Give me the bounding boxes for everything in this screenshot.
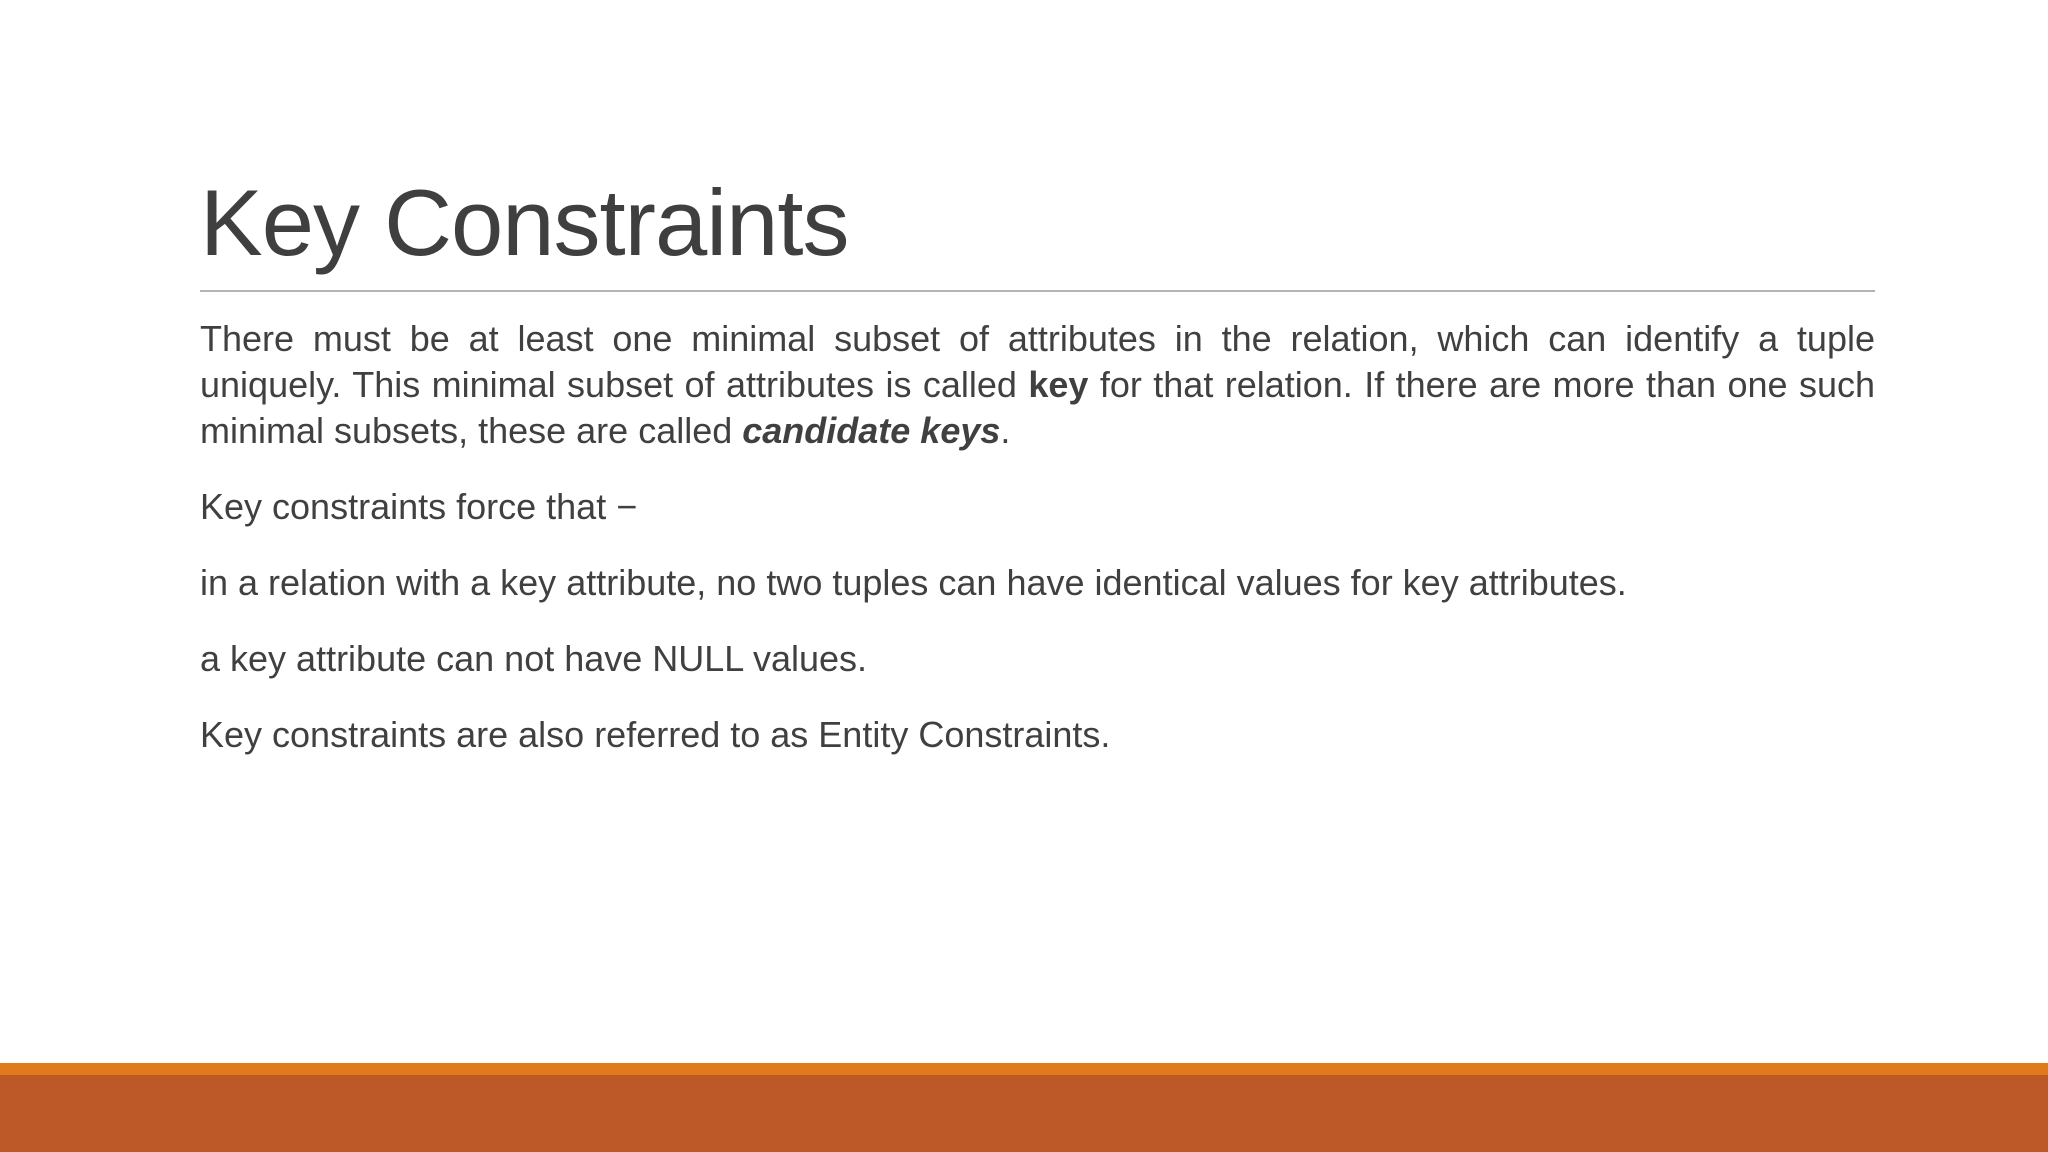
paragraph-entity-constraints: Key constraints are also referred to as Entity Constraints. — [200, 714, 1111, 755]
paragraph-unique-values: in a relation with a key attribute, no two tuples can have identical values for key attributes. — [200, 562, 1627, 603]
key-term: key — [1028, 364, 1089, 405]
slide-title: Key Constraints — [200, 170, 849, 275]
footer-stripe — [0, 1063, 2048, 1075]
paragraph-no-null: a key attribute can not have NULL values. — [200, 638, 868, 679]
title-divider — [200, 290, 1875, 292]
footer-band — [0, 1075, 2048, 1152]
paragraph-text: There must be at least one minimal subset of attributes in the relation, which can identify a tuple uniquely. This minimal subset of attributes is called — [200, 318, 1875, 405]
slide-body — [200, 316, 1875, 788]
candidate-keys-term: candidate keys — [742, 410, 1001, 451]
paragraph-text: . — [1000, 410, 1011, 451]
paragraph-text: for that relation. If there are more than one such minimal subsets, these are called — [200, 364, 1875, 451]
paragraph-key-definition — [200, 316, 1875, 454]
paragraph-constraints-intro: Key constraints force that − — [200, 486, 638, 527]
